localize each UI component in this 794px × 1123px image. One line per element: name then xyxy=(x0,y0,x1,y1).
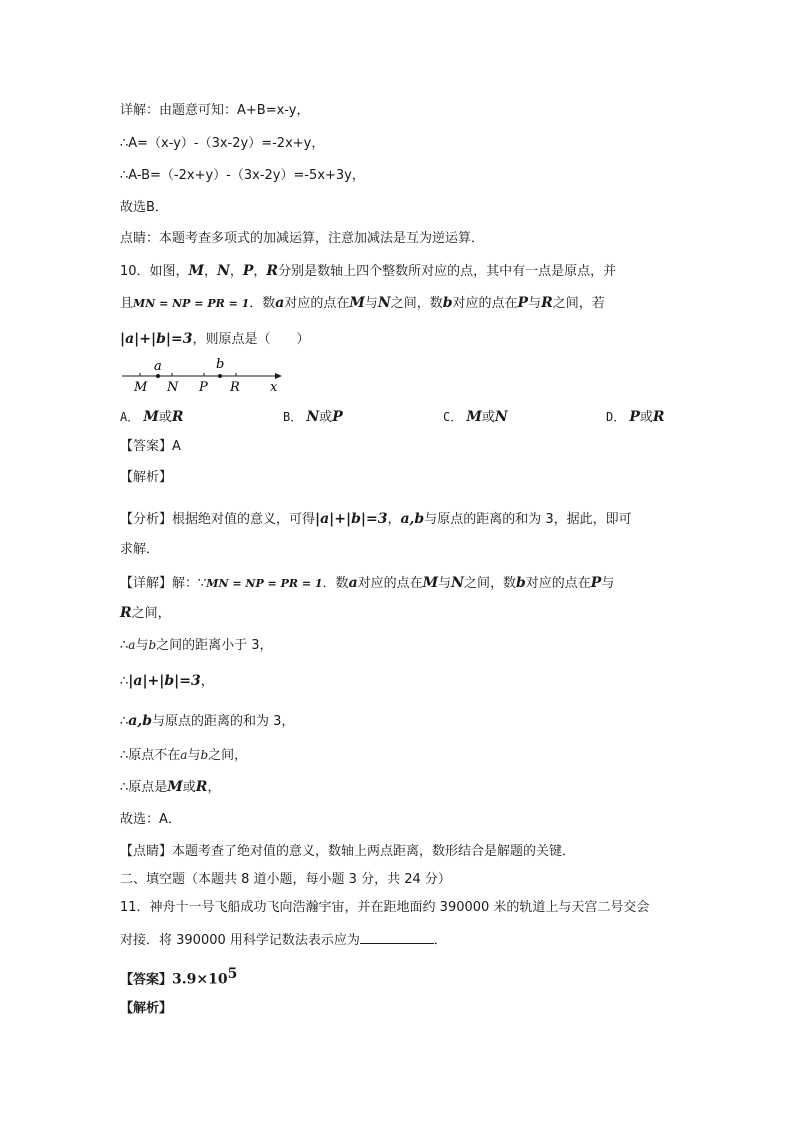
prev-step2: ∴A-B=（-2x+y）-（3x-2y）=-5x+3y， xyxy=(120,168,365,183)
q10-fenxi-line2: 求解． xyxy=(120,542,160,557)
q10-choice: 故选：A． xyxy=(120,812,181,827)
prev-step1: ∴A=（x-y）-（3x-2y）=-2x+y， xyxy=(120,136,325,151)
number-line-figure xyxy=(120,356,290,396)
label-p: P xyxy=(199,380,208,395)
q11-analysis-title: 【解析】 xyxy=(120,1001,173,1016)
label-x: x xyxy=(270,380,278,395)
point-b-dot xyxy=(218,374,222,378)
q11-line2: 对接．将 390000 用科学记数法表示应为 ． xyxy=(120,929,447,950)
q10-analysis-title: 【解析】 xyxy=(120,470,173,485)
q10-step2: ∴|a|+|b|=3， xyxy=(120,673,214,689)
q10-line3: |a|+|b|=3，则原点是（ ） xyxy=(120,331,310,347)
q10-step3: ∴a,b与原点的距离的和为 3， xyxy=(120,713,295,729)
label-b: b xyxy=(216,357,225,372)
q10-fenxi-line1: 【分析】根据绝对值的意义，可得|a|+|b|=3，a,b与原点的距离的和为 3，据此，即可 xyxy=(120,511,632,527)
option-d[interactable]: D． P或R xyxy=(606,409,665,425)
label-r: R xyxy=(230,380,240,395)
axis-arrow xyxy=(275,373,282,379)
option-c[interactable]: C． M或N xyxy=(443,409,508,425)
answer-blank[interactable] xyxy=(360,929,434,944)
q11-answer: 【答案】$3.9\times 10^5$ xyxy=(120,966,238,988)
option-b[interactable]: B． N或P xyxy=(283,409,343,425)
q10-answer: 【答案】A xyxy=(120,439,181,454)
prev-choice: 故选B． xyxy=(120,200,168,215)
q10-step5: ∴原点是M或R， xyxy=(120,779,221,795)
q10-line2: 且MN = NP = PR = 1．数a对应的点在M与N之间，数b对应的点在P与R之间，若 xyxy=(120,295,605,311)
q10-line1: 10．如图，M，N，P，R分别是数轴上四个整数所对应的点，其中有一点是原点，并 xyxy=(120,263,617,279)
label-m: M xyxy=(134,380,148,395)
q10-step1: ∴a与b之间的距离小于 3， xyxy=(120,638,273,653)
q10-dianjing: 【点睛】本题考查了绝对值的意义，数轴上两点距离，数形结合是解题的关键． xyxy=(120,844,576,859)
prev-comment: 点睛：本题考查多项式的加减运算，注意加减法是互为逆运算． xyxy=(120,231,485,246)
point-a-dot xyxy=(156,374,160,378)
q11-line1: 11．神舟十一号飞船成功飞向浩瀚宇宙，并在距地面约 390000 米的轨道上与天宫二号交会 xyxy=(120,900,650,915)
q10-step4: ∴原点不在a与b之间， xyxy=(120,748,248,763)
label-n: N xyxy=(167,380,179,395)
equation-abs-sum: |a|+|b|=3 xyxy=(120,331,193,347)
equation-mn-np-pr: MN = NP = PR = 1 xyxy=(133,297,250,310)
q10-xiangjie-line2: R之间， xyxy=(120,605,171,621)
prev-detail: 详解：由题意可知：A+B=x-y， xyxy=(120,103,310,118)
q10-xiangjie-line1: 【详解】解：∵MN = NP = PR = 1．数a对应的点在M与N之间，数b对应的点在P与 xyxy=(120,575,615,591)
label-a: a xyxy=(154,359,162,374)
section2-title: 二、填空题（本题共 8 道小题，每小题 3 分，共 24 分） xyxy=(120,872,451,887)
option-a[interactable]: A． M或R xyxy=(120,409,184,425)
